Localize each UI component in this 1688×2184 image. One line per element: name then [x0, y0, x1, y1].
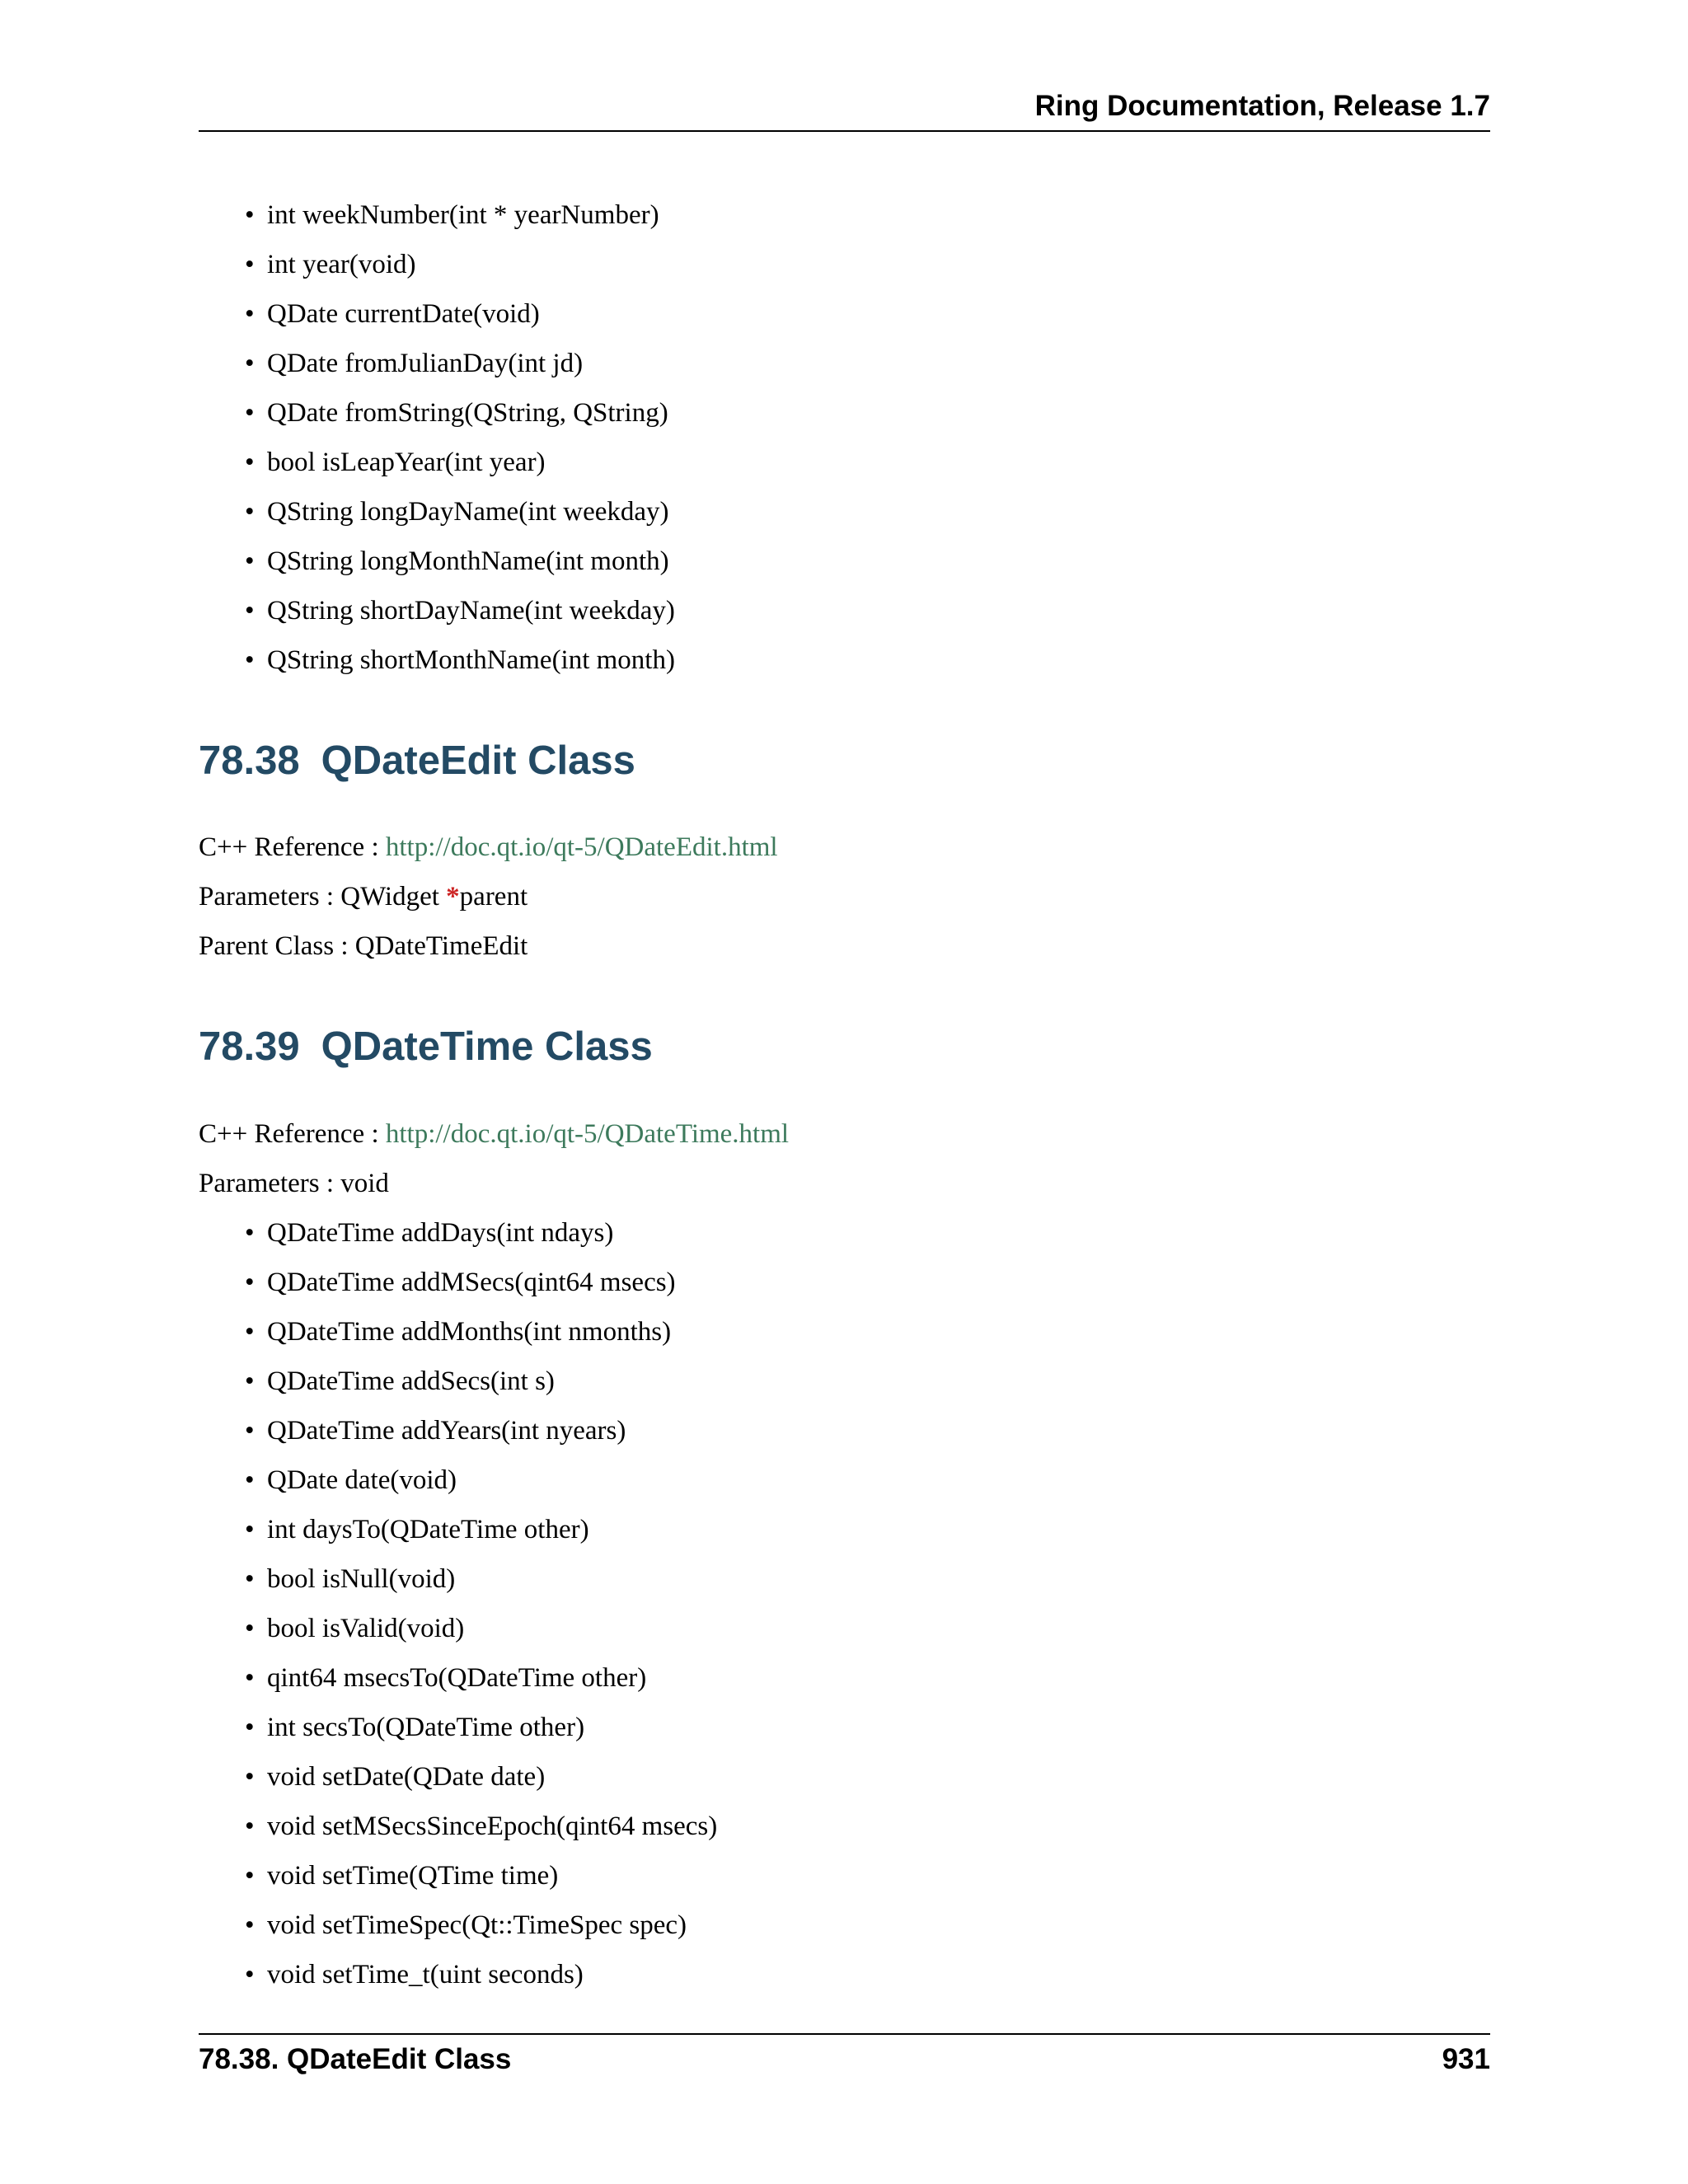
- list-item: • QDate fromString(QString, QString): [245, 388, 675, 438]
- list-item: • QDateTime addYears(int nyears): [245, 1406, 717, 1455]
- pointer-star: *: [446, 882, 460, 912]
- list-item: • int year(void): [245, 240, 675, 289]
- parameters-qdatetime: Parameters : void: [199, 1169, 389, 1198]
- parameters-qdateedit: [199, 880, 528, 913]
- footer-section-title: 78.38. QDateEdit Class: [199, 2043, 512, 2075]
- section-heading-qdatetime: [199, 1024, 653, 1070]
- reference-label: C++ Reference :: [199, 832, 386, 862]
- reference-link[interactable]: http://doc.qt.io/qt-5/QDateEdit.html: [385, 832, 778, 862]
- section-title: QDateEdit Class: [321, 738, 635, 783]
- list-item: • int weekNumber(int * yearNumber): [245, 190, 675, 240]
- list-item: • QDate currentDate(void): [245, 289, 675, 339]
- list-item: • QDateTime addMonths(int nmonths): [245, 1307, 717, 1357]
- reference-link[interactable]: http://doc.qt.io/qt-5/QDateTime.html: [385, 1119, 790, 1149]
- list-item: • QString longMonthName(int month): [245, 537, 675, 586]
- section-number: 78.39: [199, 1024, 300, 1069]
- list-item: • QDateTime addMSecs(qint64 msecs): [245, 1258, 717, 1307]
- list-item: • QDateTime addDays(int ndays): [245, 1208, 717, 1258]
- section-title: QDateTime Class: [321, 1024, 653, 1069]
- list-item: • bool isValid(void): [245, 1604, 717, 1653]
- qdatetime-method-list: [245, 1208, 717, 1999]
- list-item: • qint64 msecsTo(QDateTime other): [245, 1653, 717, 1703]
- page-number: 931: [1442, 2043, 1490, 2075]
- list-item: • int daysTo(QDateTime other): [245, 1505, 717, 1554]
- document-title: Ring Documentation, Release 1.7: [1034, 90, 1490, 122]
- list-item: • void setTime_t(uint seconds): [245, 1950, 717, 1999]
- list-item: • void setMSecsSinceEpoch(qint64 msecs): [245, 1802, 717, 1851]
- list-item: • void setDate(QDate date): [245, 1752, 717, 1802]
- list-item: • QDateTime addSecs(int s): [245, 1357, 717, 1406]
- list-item: • QDate fromJulianDay(int jd): [245, 339, 675, 388]
- section-heading-qdateedit: [199, 738, 635, 784]
- list-item: • bool isNull(void): [245, 1554, 717, 1604]
- section-number: 78.38: [199, 738, 300, 783]
- cpp-reference-qdatetime: [199, 1118, 789, 1151]
- qdate-method-list: [245, 190, 675, 685]
- list-item: • QString shortDayName(int weekday): [245, 586, 675, 635]
- parameters-label: Parameters : QWidget: [199, 882, 447, 912]
- list-item: • int secsTo(QDateTime other): [245, 1703, 717, 1752]
- list-item: • QString longDayName(int weekday): [245, 487, 675, 537]
- list-item: • void setTime(QTime time): [245, 1851, 717, 1900]
- cpp-reference-qdateedit: [199, 831, 778, 864]
- parent-class-qdateedit: Parent Class : QDateTimeEdit: [199, 931, 528, 961]
- parameters-name: parent: [459, 882, 528, 912]
- list-item: • void setTimeSpec(Qt::TimeSpec spec): [245, 1900, 717, 1950]
- list-item: • QString shortMonthName(int month): [245, 635, 675, 685]
- list-item: • bool isLeapYear(int year): [245, 438, 675, 487]
- reference-label: C++ Reference :: [199, 1119, 386, 1149]
- page-header: [199, 92, 1490, 132]
- page-footer: [199, 2033, 1490, 2084]
- list-item: • QDate date(void): [245, 1455, 717, 1505]
